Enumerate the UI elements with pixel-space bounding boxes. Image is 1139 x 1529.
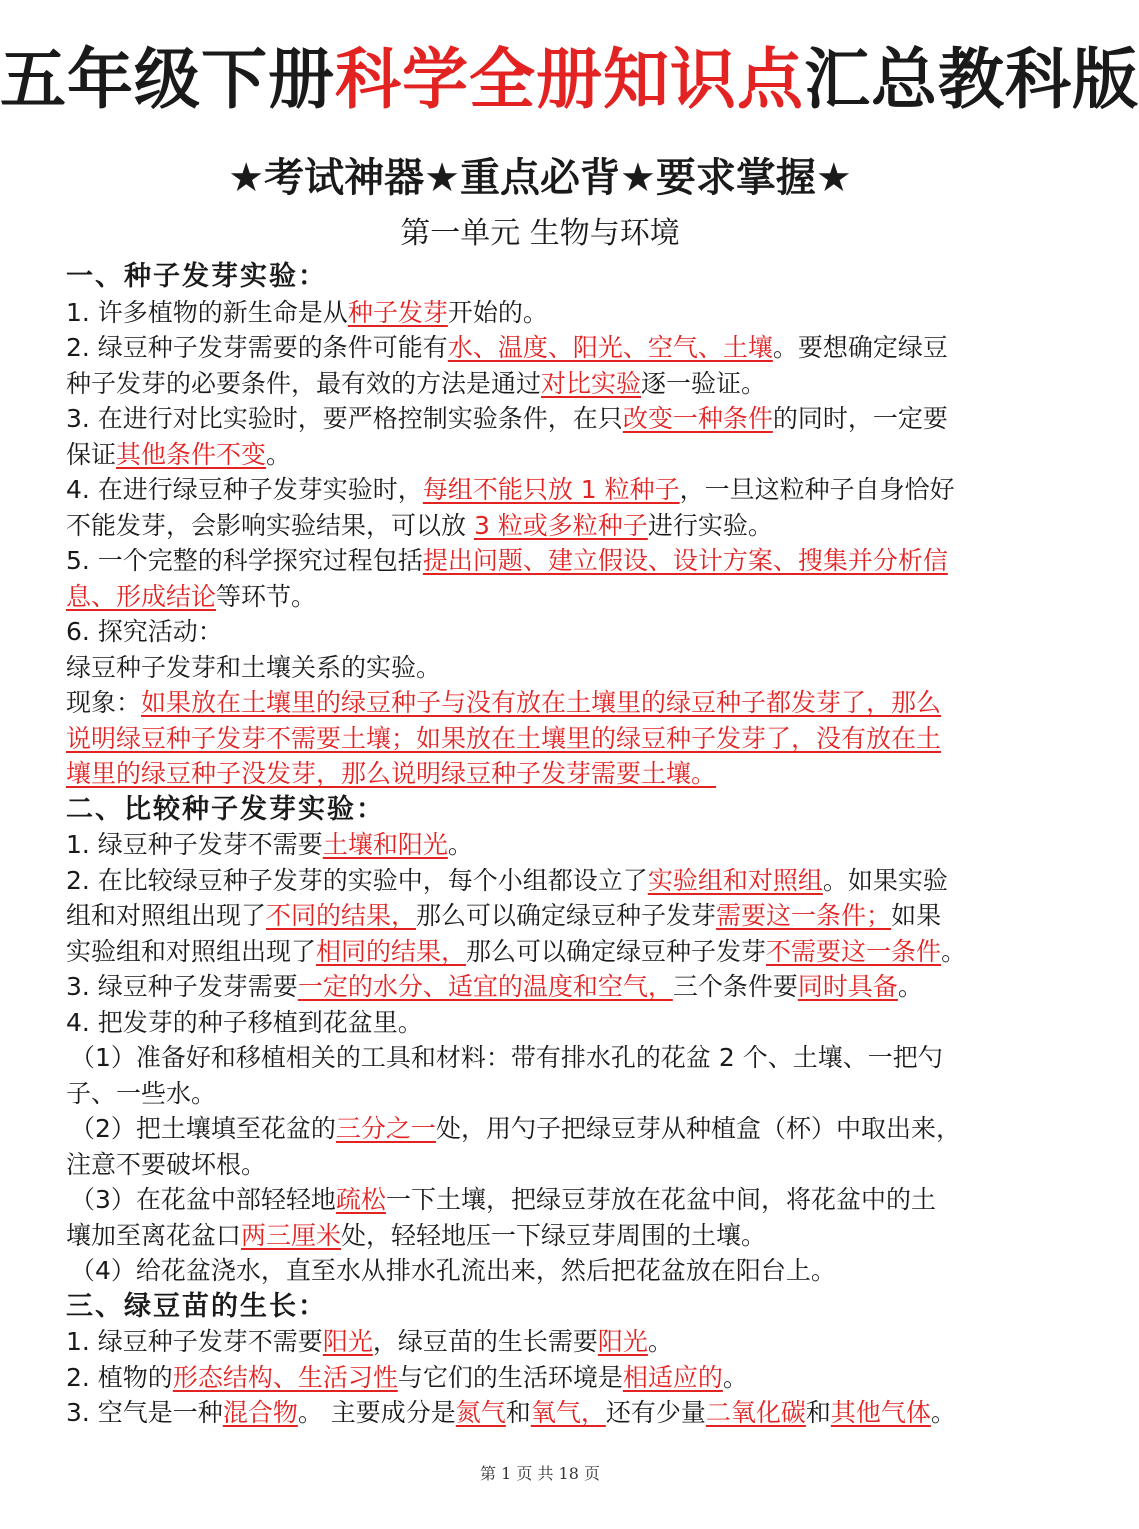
text-segment: 3. 空气是一种 [66, 1398, 223, 1427]
highlighted-keyword: 疏松 [335, 1185, 386, 1214]
text-line [66, 1253, 1016, 1289]
title-part-1: 五年级下册 [0, 41, 335, 118]
text-segment: 。 [897, 972, 923, 1001]
highlighted-keyword: 二氧化碳 [705, 1398, 806, 1427]
text-segment: 组和对照组出现了 [66, 901, 267, 930]
text-segment: 处，轻轻地压一下绿豆芽周围的土壤。 [341, 1220, 767, 1250]
text-line [66, 1040, 1016, 1076]
highlighted-keyword: 实验组和对照组 [647, 865, 823, 895]
text-segment: （1）准备好和移植相关的工具和材料：带有排水孔的花盆 2 个、土壤、一把勺 [70, 1043, 943, 1072]
text-segment: 3. 绿豆种子发芽需要 [66, 972, 298, 1001]
text-line [66, 508, 1016, 544]
text-segment: 2. 在比较绿豆种子发芽的实验中，每个小组都设立了 [66, 865, 648, 895]
text-segment: 的同时，一定要 [772, 404, 948, 433]
text-segment: 逐一验证。 [641, 368, 767, 398]
text-line [66, 1360, 1016, 1396]
text-segment: 1. 许多植物的新生命是从 [66, 297, 348, 327]
text-segment: 子、一些水。 [66, 1078, 217, 1108]
highlighted-keyword: 三分之一 [335, 1114, 436, 1143]
text-line [66, 401, 1016, 437]
text-line [66, 437, 1016, 473]
highlighted-keyword: 提出问题、建立假设、设计方案、搜集并分析信 [422, 546, 948, 575]
highlighted-keyword: 种子发芽 [347, 297, 448, 327]
highlighted-keyword: 不需要这一条件 [766, 936, 942, 966]
text-line [66, 898, 1016, 934]
text-segment: 。 [930, 1398, 956, 1427]
text-line [66, 330, 1016, 366]
section-heading [66, 259, 1016, 295]
text-segment: 。如果实验 [822, 865, 948, 895]
text-segment: （3）在花盆中部轻轻地 [70, 1185, 336, 1214]
page-number-footer: 第 1 页 共 18 页 [480, 1464, 600, 1483]
section-heading [66, 1289, 1016, 1325]
text-segment: 绿豆种子发芽和土壤关系的实验。 [66, 652, 442, 682]
text-segment: 开始的。 [447, 297, 548, 327]
highlighted-keyword: 相同的结果， [316, 936, 467, 966]
text-line [66, 756, 1016, 792]
text-line [66, 366, 1016, 402]
highlighted-keyword: 土壤和阳光 [322, 830, 448, 859]
highlighted-keyword: 一定的水分、适宜的温度和空气， [297, 972, 673, 1001]
text-segment: ，绿豆苗的生长需要 [372, 1327, 598, 1356]
text-segment: 。 [447, 830, 473, 859]
text-segment: 。要想确定绿豆 [772, 333, 948, 362]
text-line [66, 1182, 1016, 1218]
highlighted-keyword: 息、形成结论 [66, 581, 217, 611]
text-segment: 等环节。 [216, 581, 317, 611]
highlighted-keyword: 氮气 [455, 1398, 506, 1427]
text-segment: 那么可以确定绿豆种子发芽 [466, 936, 767, 966]
text-segment: 1. 绿豆种子发芽不需要 [66, 1327, 323, 1356]
text-segment: 进行实验。 [647, 510, 773, 540]
text-segment: ，一旦这粒种子自身恰好 [679, 475, 955, 504]
text-segment: 5. 一个完整的科学探究过程包括 [66, 546, 423, 575]
text-segment: 4. 在进行绿豆种子发芽实验时， [66, 475, 423, 504]
text-segment: （2）把土壤填至花盆的 [70, 1114, 336, 1143]
text-segment: 那么可以确定绿豆种子发芽 [416, 901, 717, 930]
text-segment: 。 [266, 439, 292, 469]
text-segment: 和 [505, 1398, 531, 1427]
text-line [66, 1324, 1016, 1360]
document-title [0, 40, 1139, 120]
text-segment: 2. 绿豆种子发芽需要的条件可能有 [66, 333, 448, 362]
text-segment: 与它们的生活环境是 [397, 1362, 623, 1392]
text-line [66, 685, 1016, 721]
text-segment: 现象： [66, 688, 142, 717]
text-line [66, 1218, 1016, 1254]
text-segment: 和 [805, 1398, 831, 1427]
text-segment: 一、种子发芽实验： [66, 261, 327, 292]
highlighted-keyword: 说明绿豆种子发芽不需要土壤；如果放在土壤里的绿豆种子发芽了，没有放在土 [66, 723, 942, 753]
highlighted-keyword: 其他条件不变 [116, 439, 267, 469]
section-heading [66, 792, 1016, 828]
text-segment: 壤加至离花盆口 [66, 1220, 242, 1250]
highlighted-keyword: 阳光 [322, 1327, 373, 1356]
text-line [66, 969, 1016, 1005]
text-line [66, 295, 1016, 331]
subtitle-banner: ★考试神器★重点必背★要求掌握★ [228, 155, 852, 201]
highlighted-keyword: 如果放在土壤里的绿豆种子与没有放在土壤里的绿豆种子都发芽了，那么 [141, 688, 942, 717]
text-segment: 6. 探究活动： [66, 617, 223, 646]
unit-title: 第一单元 生物与环境 [400, 216, 680, 251]
text-line [66, 472, 1016, 508]
highlighted-keyword: 氧气， [530, 1398, 606, 1427]
text-segment: 一下土壤，把绿豆芽放在花盆中间，将花盆中的土 [385, 1185, 936, 1214]
text-line [66, 863, 1016, 899]
text-segment: 。 [941, 936, 967, 966]
highlighted-keyword: 其他气体 [830, 1398, 931, 1427]
title-part-3: 汇总教科版 [804, 41, 1139, 118]
document-body [66, 259, 1016, 1431]
text-line [66, 1395, 1016, 1431]
text-segment: 种子发芽的必要条件，最有效的方法是通过 [66, 368, 542, 398]
text-segment: 三个条件要 [672, 972, 798, 1001]
highlighted-keyword: 水、温度、阳光、空气、土壤 [447, 333, 773, 362]
highlighted-keyword: 每组不能只放 1 粒种子 [422, 475, 680, 504]
text-segment: 4. 把发芽的种子移植到花盆里。 [66, 1007, 423, 1037]
text-line [66, 827, 1016, 863]
title-part-2-highlight: 科学全册知识点 [335, 41, 804, 118]
text-segment: 。 [722, 1362, 748, 1392]
text-line [66, 614, 1016, 650]
text-segment: 。 [647, 1327, 673, 1356]
highlighted-keyword: 对比实验 [541, 368, 642, 398]
highlighted-keyword: 同时具备 [797, 972, 898, 1001]
text-line [66, 1005, 1016, 1041]
text-line [66, 1147, 1016, 1183]
text-segment: 处，用勺子把绿豆芽从种植盒（杯）中取出来， [435, 1114, 961, 1143]
text-segment: 。 主要成分是 [297, 1398, 456, 1427]
text-line [66, 543, 1016, 579]
highlighted-keyword: 壤里的绿豆种子没发芽，那么说明绿豆种子发芽需要土壤。 [66, 759, 717, 788]
highlighted-keyword: 混合物 [222, 1398, 298, 1427]
text-line [66, 721, 1016, 757]
text-segment: 实验组和对照组出现了 [66, 936, 317, 966]
text-segment: 1. 绿豆种子发芽不需要 [66, 830, 323, 859]
text-segment: 三、绿豆苗的生长： [66, 1290, 327, 1322]
text-line [66, 650, 1016, 686]
text-line [66, 934, 1016, 970]
text-line [66, 1076, 1016, 1112]
highlighted-keyword: 阳光 [597, 1327, 648, 1356]
text-segment: 3. 在进行对比实验时，要严格控制实验条件，在只 [66, 404, 623, 433]
text-segment: 注意不要破坏根。 [66, 1149, 267, 1179]
highlighted-keyword: 两三厘米 [241, 1220, 342, 1250]
text-segment: 二、比较种子发芽实验： [66, 793, 385, 825]
text-segment: 2. 植物的 [66, 1362, 173, 1392]
text-segment: 如果 [891, 901, 942, 930]
highlighted-keyword: 形态结构、生活习性 [172, 1362, 398, 1392]
highlighted-keyword: 相适应的 [622, 1362, 723, 1392]
highlighted-keyword: 需要这一条件； [716, 901, 892, 930]
highlighted-keyword: 3 粒或多粒种子 [473, 510, 648, 540]
highlighted-keyword: 不同的结果， [266, 901, 417, 930]
text-line [66, 579, 1016, 615]
text-line [66, 1111, 1016, 1147]
text-segment: （4）给花盆浇水，直至水从排水孔流出来，然后把花盆放在阳台上。 [70, 1256, 836, 1285]
text-segment: 保证 [66, 439, 117, 469]
text-segment: 还有少量 [605, 1398, 706, 1427]
text-segment: 不能发芽，会影响实验结果，可以放 [66, 510, 474, 540]
highlighted-keyword: 改变一种条件 [622, 404, 773, 433]
